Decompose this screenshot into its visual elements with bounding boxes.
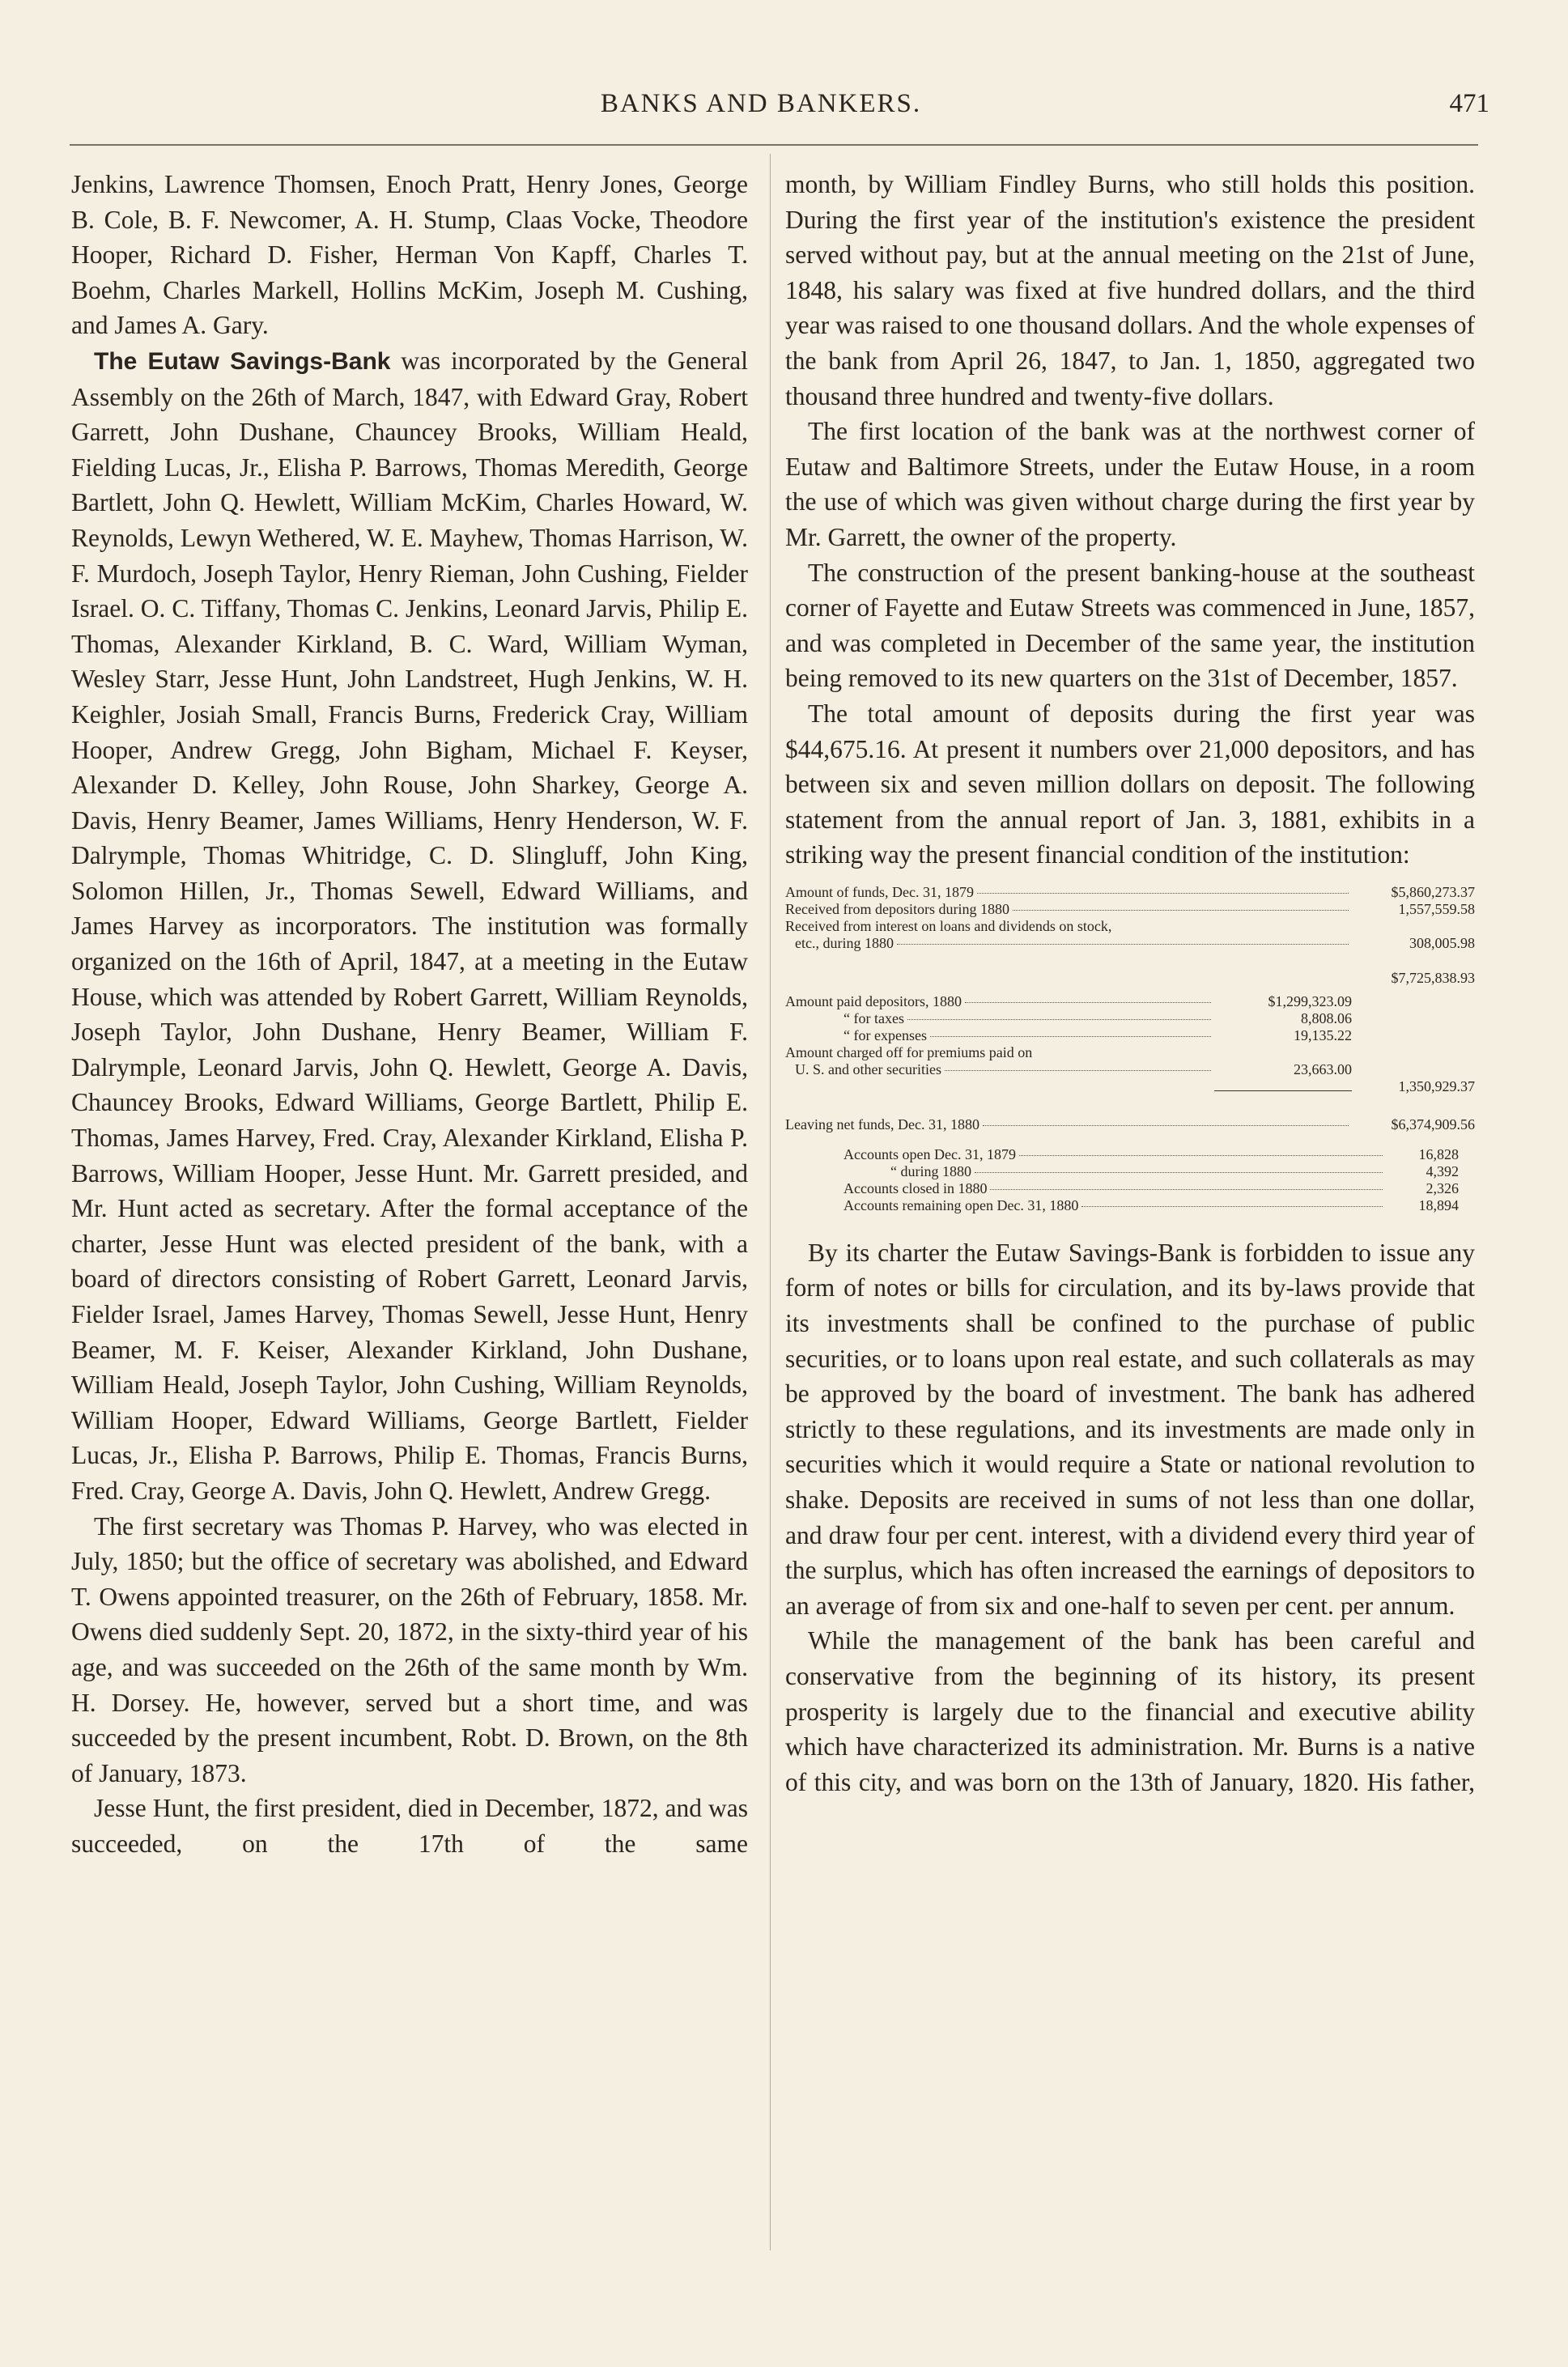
accounts-row: “ during 1880 4,392	[890, 1162, 1459, 1179]
statement-net: Leaving net funds, Dec. 31, 1880 $6,374,909.56	[785, 1116, 1475, 1133]
paragraph: By its charter the Eutaw Savings-Bank is forbidden to issue any form of notes or bills for circulation, and its by-laws provide that its investments shall be confined to the purchase of public securities, or to loans upon real estate, and such collaterals as may be approved by the board of investment. The bank has adhered strictly to these regulations, and its investments are made only in securities which it would require a State or national revolution to shake. Deposits are received in sums of not less than one dollar, and draw four per cent. interest, with a dividend every third year of the surplus, which has often increased the earnings of depositors to an average of from six and one-half to seven per cent. per annum.	[785, 1238, 1475, 1620]
right-column	[785, 167, 1475, 1800]
paragraph: month, by William Findley Burns, who still holds this position. During the first year of the institution's existence the president served without pay, but at the annual meeting on the 21st of June, 1848, his salary was fixed at five hundred dollars, and the third year was raised to one thousand dollars. And the whole expenses of the bank from April 26, 1847, to Jan. 1, 1850, aggregated two thousand three hundred and twenty-five dollars.	[785, 170, 1475, 410]
paragraph: While the management of the bank has been careful and conservative from the beginning of its history, its present prosperity is largely due to the financial and executive ability which have characterized its administration. Mr. Burns is a native of this city, and was born on the 13th of January, 1820. His father,	[785, 1626, 1475, 1796]
statement-row: Received from depositors during 1880 1,557,559.58	[785, 900, 1475, 917]
accounts-summary	[785, 1146, 1475, 1214]
paragraph	[71, 343, 748, 1509]
statement-row: Amount charged off for premiums paid on	[785, 1043, 1033, 1060]
statement-row: Amount of funds, Dec. 31, 1879 $5,860,273.37	[785, 883, 1475, 900]
column-divider	[770, 154, 771, 2250]
statement-row: etc., during 1880 308,005.98	[795, 934, 1475, 951]
page-number: 471	[1449, 89, 1489, 118]
paragraph: The first location of the bank was at the northwest corner of Eutaw and Baltimore Streets, under the Eutaw House, in a room the use of which was given without charge during the first year by Mr. Garrett, the owner of the property.	[785, 417, 1475, 551]
paragraph: Jesse Hunt, the first president, died in December, 1872, and was succeeded, on the 17th of the same	[71, 1794, 748, 1858]
left-column	[71, 167, 748, 1862]
statement-row: “ for expenses 19,135.22	[843, 1026, 1352, 1043]
paragraph-text: was incorporated by the General Assembly on the 26th of March, 1847, with Edward Gray, Robert Garrett, John Dushane, Chauncey Brooks, William Heald, Fielding Lucas, Jr., Elisha P. Barrows, Thomas Meredith, George Bartlett, John Q. Hewlett, William McKim, Charles Howard, W. Reynolds, Lewyn Wethered, W. E. Mayhew, Thomas Harrison, W. F. Murdoch, Joseph Taylor, Henry Rieman, John Cushing, Fielder Israel. O. C. Tiffany, Thomas C. Jenkins, Leonard Jarvis, Philip E. Thomas, Alexander Kirkland, B. C. Ward, William Wyman, Wesley Starr, Jesse Hunt, John Landstreet, Hugh Jenkins, W. H. Keighler, Josiah Small, Francis Burns, Frederick Cray, William Hooper, Andrew Gregg, John Bigham, Michael F. Keyser, Alexander D. Kelley, John Rouse, John Sharkey, George A. Davis, Henry Beamer, James Williams, Henry Henderson, W. F. Dalrymple, Thomas Whitridge, C. D. Slingluff, John King, Solomon Hillen, Jr., Thomas Sewell, Edward Williams, and James Harvey as incorporators. The institution was formally organized on the 16th of April, 1847, at a meeting in the Eutaw House, which was attended by Robert Garrett, William Reynolds, Joseph Taylor, John Dushane, Henry Beamer, William F. Dalrymple, Leonard Jarvis, John Q. Hewlett, George A. Davis, Chauncey Brooks, Edward Williams, George Bartlett, Philip E. Thomas, James Harvey, Fred. Cray, Alexander Kirkland, Elisha P. Barrows, William Hooper, Jesse Hunt. Mr. Garrett presided, and Mr. Hunt acted as secretary. After the formal acceptance of the charter, Jesse Hunt was elected president of the bank, with a board of directors consisting of Robert Garrett, Leonard Jarvis, Fielder Israel, James Harvey, Thomas Sewell, Jesse Hunt, Henry Beamer, M. F. Keiser, Alexander Kirkland, John Dushane, William Heald, Joseph Taylor, John Cushing, William Reynolds, William Hooper, Edward Williams, George Bartlett, Fielder Lucas, Jr., Elisha P. Barrows, Philip E. Thomas, Francis Burns, Fred. Cray, George A. Davis, John Q. Hewlett, Andrew Gregg.	[71, 346, 748, 1505]
header-rule	[70, 144, 1478, 146]
accounts-row: Accounts remaining open Dec. 31, 1880 18,894	[843, 1196, 1459, 1213]
accounts-row: Accounts closed in 1880 2,326	[843, 1179, 1459, 1196]
running-header: BANKS AND BANKERS.	[600, 89, 922, 118]
statement-subtotal: $7,725,838.93	[1391, 969, 1475, 986]
statement-row: “ for taxes 8,808.06	[843, 1009, 1352, 1026]
paragraph: Jenkins, Lawrence Thomsen, Enoch Pratt, Henry Jones, George B. Cole, B. F. Newcomer, A. H. Stump, Claas Vocke, Theodore Hooper, Richard D. Fisher, Herman Von Kapff, Charles T. Boehm, Charles Markell, Hollins McKim, Joseph M. Cushing, and James A. Gary.	[71, 170, 748, 340]
paragraph: The construction of the present banking-house at the southeast corner of Fayette and Eutaw Streets was commenced in June, 1857, and was completed in December of the same year, the institution being removed to its new quarters on the 31st of December, 1857.	[785, 558, 1475, 693]
statement-deductions: 1,350,929.37	[785, 1078, 1475, 1095]
statement-row: Amount paid depositors, 1880 $1,299,323.09	[785, 992, 1352, 1009]
statement-row: U. S. and other securities 23,663.00	[795, 1060, 1352, 1077]
statement-row: Received from interest on loans and dividends on stock,	[785, 917, 1112, 934]
financial-statement	[785, 884, 1475, 1214]
paragraph: The total amount of deposits during the first year was $44,675.16. At present it numbers over 21,000 depositors, and has between six and seven million dollars on deposit. The following statement from the annual report of Jan. 3, 1881, exhibits in a striking way the present financial condition of the institution:	[785, 699, 1475, 869]
accounts-row: Accounts open Dec. 31, 1879 16,828	[843, 1145, 1459, 1162]
paragraph: The first secretary was Thomas P. Harvey, who was elected in July, 1850; but the office of secretary was abolished, and Edward T. Owens appointed treasurer, on the 26th of February, 1858. Mr. Owens died suddenly Sept. 20, 1872, in the sixty-third year of his age, and was succeeded on the 26th of the same month by Wm. H. Dorsey. He, however, served but a short time, and was succeeded by the present incumbent, Robt. D. Brown, on the 8th of January, 1873.	[71, 1511, 748, 1787]
section-heading: The Eutaw Savings-Bank	[94, 347, 391, 375]
